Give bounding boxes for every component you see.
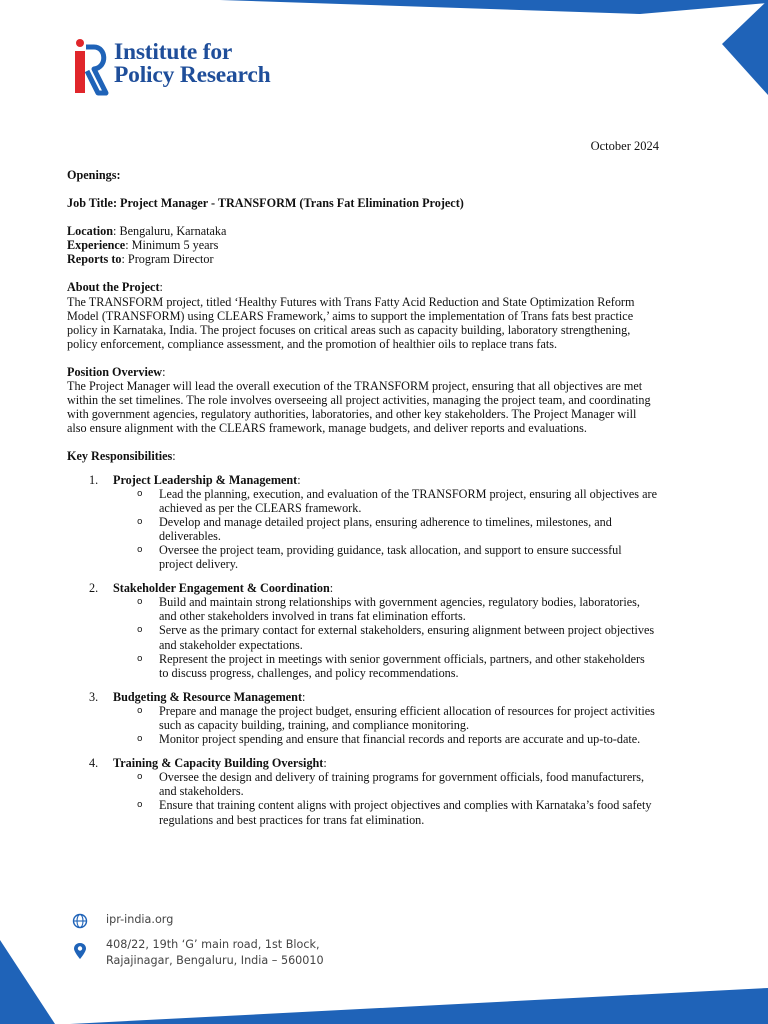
sub-item xyxy=(113,487,657,515)
sub-list xyxy=(113,770,657,826)
logo-text xyxy=(114,41,270,87)
logo-line-2: Policy Research xyxy=(114,62,271,88)
sub-item-text: Oversee the design and delivery of training programs for government officials, food manufacturers, and stakeholders. xyxy=(159,770,645,799)
document-body xyxy=(67,168,657,827)
detail-value: : Program Director xyxy=(121,252,214,267)
logo-line-1: Institute for xyxy=(114,39,233,65)
overview-heading xyxy=(67,365,657,379)
circle-bullet-icon: o xyxy=(137,516,143,527)
responsibility-item: 4. Training & Capacity Building Oversight: o Oversee the design and delivery of training programs for government officials, food manufacturers, and stakeholders. o Ensure that training content aligns with project objectives and complies with Karnataka’s food safety regulations and best practices for trans fat elimination. xyxy=(67,756,657,826)
about-text: The TRANSFORM project, titled ‘Healthy Futures with Trans Fatty Acid Reduction and State Optimization Reform Model (TRANSFORM) using CLEARS Framework,’ aims to support the implementation of Trans fats best practice policy in Karnataka, India. The project focuses on critical areas such as capacity building, laboratory strengthening, policy enforcement, compliance assessment, and the promotion of healthier oils to replace trans fats. xyxy=(67,294,635,351)
sub-item-text: Serve as the primary contact for external stakeholders, ensuring alignment between project objectives and stakeholder expectations. xyxy=(159,623,655,652)
overview-heading-text: Position Overview xyxy=(67,364,163,379)
detail-value: : Bengaluru, Karnataka xyxy=(113,224,227,239)
sub-item xyxy=(113,543,657,571)
sub-item-text: Develop and manage detailed project plans, ensuring adherence to timelines, milestones, and deliverables. xyxy=(159,514,612,543)
item-number: 2. xyxy=(89,581,99,596)
sub-list xyxy=(113,704,657,746)
overview-colon: : xyxy=(162,364,166,379)
sub-item xyxy=(113,732,657,746)
footer-address xyxy=(106,937,324,969)
about-heading xyxy=(67,280,657,294)
circle-bullet-icon: o xyxy=(137,597,143,608)
item-title: Project Leadership & Management xyxy=(113,472,298,487)
address-line-2: Rajajinagar, Bengaluru, India – 560010 xyxy=(106,954,324,967)
item-title: Budgeting & Resource Management xyxy=(113,689,303,704)
location-pin-icon xyxy=(70,941,90,961)
item-number: 3. xyxy=(89,689,99,704)
responsibility-item: 3. Budgeting & Resource Management: o Prepare and manage the project budget, ensuring efficient allocation of resources for project activities such as capacity building, training, and compliance monitoring. o Monitor project spending and ensure that financial records and reports are accurate and up-to-date. xyxy=(67,690,657,746)
sub-item-text: Build and maintain strong relationships with government agencies, regulatory bodies, laboratories, and other stakeholders involved in trans fat elimination efforts. xyxy=(159,595,640,624)
sub-item-text: Oversee the project team, providing guidance, task allocation, and support to ensure successful project delivery. xyxy=(159,542,622,572)
top-band xyxy=(220,0,768,14)
detail-value: : Minimum 5 years xyxy=(125,238,219,253)
circle-bullet-icon: o xyxy=(137,625,143,636)
circle-bullet-icon: o xyxy=(137,488,143,499)
globe-icon xyxy=(70,912,90,930)
detail-label: Location xyxy=(67,224,114,239)
top-right-triangle xyxy=(722,0,768,95)
about-colon: : xyxy=(159,280,163,295)
sub-item xyxy=(113,704,657,732)
openings-label: Openings: xyxy=(67,168,121,182)
sub-item-text: Ensure that training content aligns with project objectives and complies with Karnataka’s food safety regulations and best practices for trans fat elimination. xyxy=(159,798,652,827)
circle-bullet-icon: o xyxy=(137,734,143,745)
detail-label: Experience xyxy=(67,238,126,253)
item-title: Training & Capacity Building Oversight xyxy=(113,756,324,771)
page-footer xyxy=(70,912,324,969)
document-date: October 2024 xyxy=(590,139,659,153)
bottom-band xyxy=(70,988,768,1024)
responsibilities-heading-text: Key Responsibilities xyxy=(67,449,173,464)
circle-bullet-icon: o xyxy=(137,705,143,716)
address-line-1: 408/22, 19th ‘G’ main road, 1st Block, xyxy=(106,938,320,951)
item-number: 1. xyxy=(89,472,99,487)
sub-item xyxy=(113,515,657,543)
sub-list xyxy=(113,595,657,680)
circle-bullet-icon: o xyxy=(137,653,143,664)
sub-item-text: Monitor project spending and ensure that financial records and reports are accurate and up-to-date. xyxy=(159,732,641,747)
sub-item-text: Prepare and manage the project budget, ensuring efficient allocation of resources for project activities such as capacity building, training, and compliance monitoring. xyxy=(159,703,655,732)
bottom-left-triangle xyxy=(0,940,55,1024)
circle-bullet-icon: o xyxy=(137,544,143,555)
detail-experience xyxy=(67,238,657,252)
circle-bullet-icon: o xyxy=(137,800,143,811)
item-title: Stakeholder Engagement & Coordination xyxy=(113,581,330,596)
responsibilities-list xyxy=(67,473,657,827)
detail-label: Reports to xyxy=(67,252,122,267)
ipr-logo-mark xyxy=(72,37,112,97)
responsibility-item: 1. Project Leadership & Management: o Lead the planning, execution, and evaluation of the TRANSFORM project, ensuring all objectives are achieved as per the CLEARS framework. o Develop and manage detailed project plans, ensuring adherence to timelines, milestones, and deliverables. o Oversee the project team, providing guidance, task allocation, and support to ensure successful project delivery. xyxy=(89,472,657,572)
sub-item xyxy=(113,652,657,680)
ipr-logo xyxy=(72,37,302,99)
sub-item-text: Represent the project in meetings with senior government officials, partners, and other stakeholders to discuss progress, challenges, and policy recommendations. xyxy=(159,651,645,680)
detail-reports-to xyxy=(67,252,657,266)
detail-location xyxy=(67,224,657,238)
overview-text: The Project Manager will lead the overall execution of the TRANSFORM project, ensuring that all objectives are met within the set timelines. The role involves overseeing all project activities, managing the project team, and coordinating with government agencies, regulatory authorities, laboratories, and other key stakeholders. The Project Manager will also ensure alignment with the CLEARS framework, manage budgets, and deliver reports and evaluations. xyxy=(67,379,651,436)
circle-bullet-icon: o xyxy=(137,772,143,783)
responsibilities-heading xyxy=(67,449,657,463)
sub-item-text: Lead the planning, execution, and evaluation of the TRANSFORM project, ensuring all objectives are achieved as per the CLEARS framework. xyxy=(159,486,657,515)
responsibility-item: 2. Stakeholder Engagement & Coordination: o Build and maintain strong relationships with government agencies, regulatory bodies, laboratories, and other stakeholders involved in trans fat elimination efforts. o Serve as the primary contact for external stakeholders, ensuring alignment between project objectives and stakeholder expectations. o Represent the project in meetings with senior government officials, partners, and other stakeholders to discuss progress, challenges, and policy recommendations. xyxy=(67,581,657,680)
footer-website[interactable]: ipr-india.org xyxy=(106,913,174,926)
job-title: Job Title: Project Manager - TRANSFORM (Trans Fat Elimination Project) xyxy=(67,196,464,211)
sub-item xyxy=(113,623,657,651)
responsibilities-colon: : xyxy=(172,449,176,464)
item-number: 4. xyxy=(89,756,99,771)
footer-website-row xyxy=(70,912,324,930)
sub-item xyxy=(113,798,657,826)
sub-item xyxy=(113,770,657,798)
sub-list xyxy=(113,487,657,572)
about-heading-text: About the Project xyxy=(67,280,160,295)
sub-item xyxy=(113,595,657,623)
footer-address-row xyxy=(70,937,324,969)
